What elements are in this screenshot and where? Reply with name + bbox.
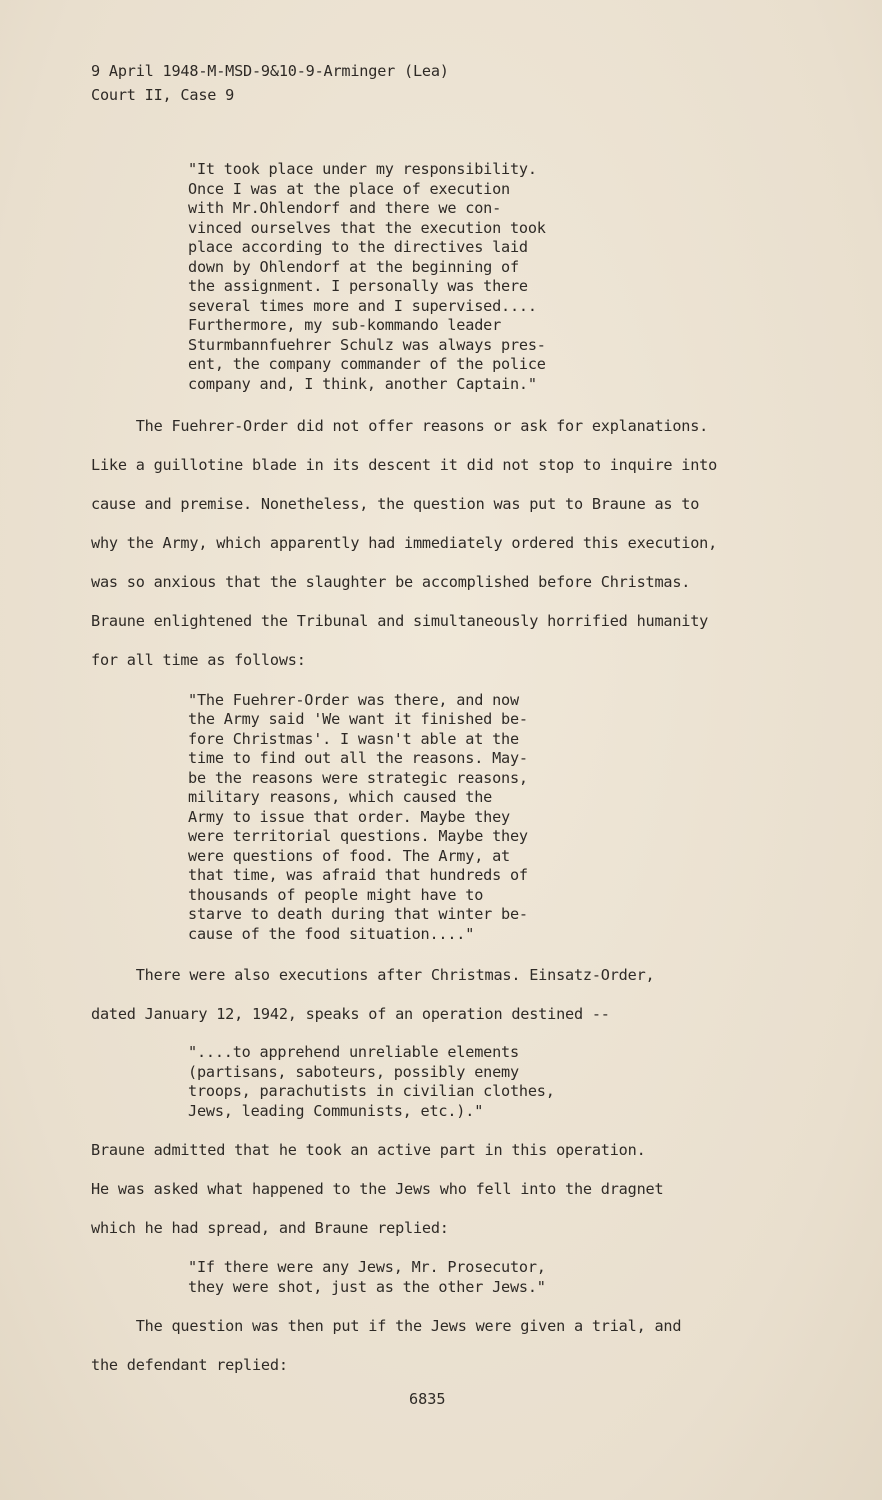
quote-line: place according to the directives laid [188,238,528,256]
paragraph-line: Braune enlightened the Tribunal and simultaneously horrified humanity [91,612,709,630]
quote-line: down by Ohlendorf at the beginning of [188,258,519,276]
quote-line: company and, I think, another Captain." [188,375,537,393]
quote-line: troops, parachutists in civilian clothes, [188,1082,555,1100]
header-line: Court II, Case 9 [91,86,235,104]
quote-line: they were shot, just as the other Jews." [188,1278,546,1296]
quote-line: Sturmbannfuehrer Schulz was always pres- [188,336,546,354]
header-line: 9 April 1948-M-MSD-9&10-9-Arminger (Lea) [91,62,449,80]
quote-line: "If there were any Jews, Mr. Prosecutor, [188,1258,546,1276]
quote-line: Army to issue that order. Maybe they [188,808,510,826]
paragraph-line: why the Army, which apparently had immediately ordered this execution, [91,534,718,552]
paragraph-line: The Fuehrer-Order did not offer reasons or ask for explanations. [91,417,709,435]
quote-line: cause of the food situation...." [188,925,475,943]
quote-line: vinced ourselves that the execution took [188,219,546,237]
quote-line: fore Christmas'. I wasn't able at the [188,730,519,748]
paragraph-line: He was asked what happened to the Jews who fell into the dragnet [91,1180,664,1198]
quote-line: Furthermore, my sub-kommando leader [188,316,502,334]
quote-line: time to find out all the reasons. May- [188,749,528,767]
quote-line: Once I was at the place of execution [188,180,510,198]
paragraph-line: There were also executions after Christmas. Einsatz-Order, [91,966,655,984]
quote-line: "....to apprehend unreliable elements [188,1043,519,1061]
quote-line: (partisans, saboteurs, possibly enemy [188,1063,519,1081]
paragraph-line: Like a guillotine blade in its descent it did not stop to inquire into [91,456,718,474]
page-number: 6835 [409,1390,446,1408]
quote-line: were territorial questions. Maybe they [188,827,528,845]
paragraph-line: The question was then put if the Jews were given a trial, and [91,1317,682,1335]
quote-line: were questions of food. The Army, at [188,847,510,865]
paragraph-line: was so anxious that the slaughter be accomplished before Christmas. [91,573,691,591]
quote-line: that time, was afraid that hundreds of [188,866,528,884]
quote-line: with Mr.Ohlendorf and there we con- [188,199,502,217]
quote-line: the assignment. I personally was there [188,277,528,295]
quote-line: military reasons, which caused the [188,788,493,806]
quote-line: thousands of people might have to [188,886,484,904]
paragraph-line: cause and premise. Nonetheless, the question was put to Braune as to [91,495,700,513]
paragraph-line: which he had spread, and Braune replied: [91,1219,449,1237]
paragraph-line: the defendant replied: [91,1356,288,1374]
quote-line: several times more and I supervised.... [188,297,537,315]
paragraph-line: Braune admitted that he took an active part in this operation. [91,1141,646,1159]
quote-line: the Army said 'We want it finished be- [188,710,528,728]
quote-line: starve to death during that winter be- [188,905,528,923]
quote-line: ent, the company commander of the police [188,355,546,373]
quote-line: Jews, leading Communists, etc.)." [188,1102,484,1120]
quote-line: be the reasons were strategic reasons, [188,769,528,787]
paragraph-line: for all time as follows: [91,651,306,669]
paragraph-line: dated January 12, 1942, speaks of an operation destined -- [91,1005,610,1023]
quote-line: "The Fuehrer-Order was there, and now [188,691,519,709]
quote-line: "It took place under my responsibility. [188,160,537,178]
